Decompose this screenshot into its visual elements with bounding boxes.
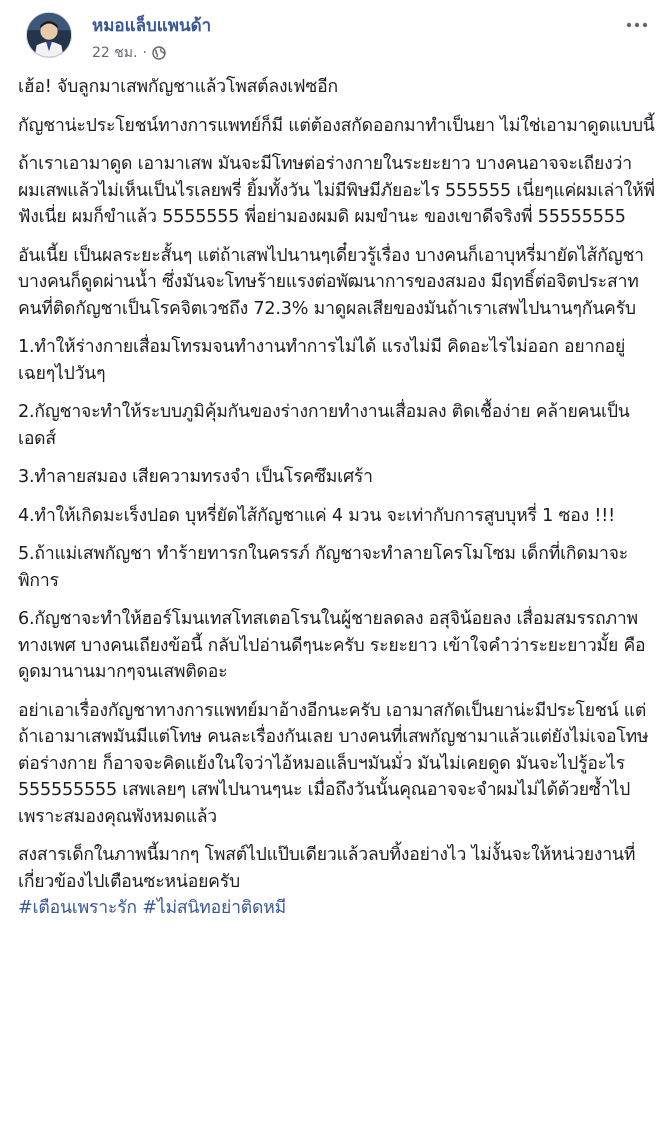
meta-separator: ·: [142, 45, 147, 61]
avatar-image: [27, 13, 71, 57]
hashtag-line: [18, 895, 658, 922]
post-list-item: 6.กัญชาจะทำให้ฮอร์โมนเทสโทสเตอโรนในผู้ชายลดลง อสุจิน้อยลง เสื่อมสมรรถภาพทางเพศ บางคนเถียงข้อนี้ กลับไปอ่านดีๆนะครับ ระยะยาว เข้าใจคำว่าระยะยาวมั้ย คือดูดมานานมากๆจนเสพติดอะ: [18, 609, 646, 682]
post-list-item: 3.ทำลายสมอง เสียความทรงจำ เป็นโรคซึมเศร้า: [18, 467, 373, 487]
post-paragraph: กัญชาน่ะประโยชน์ทางการแพทย์ก็มี แต่ต้องสกัดออกมาทำเป็นยา ไม่ใช่เอามาดูดแบบนี้: [18, 115, 655, 136]
post-list-item: 4.ทำให้เกิดมะเร็งปอด บุหรี่ยัดไส้กัญชาแค่ 4 มวน จะเท่ากับการสูบบุหรี่ 1 ซอง !!!: [18, 505, 615, 526]
post-list-item: 2.กัญชาจะทำให้ระบบภูมิคุ้มกันของร่างกายทำงานเสื่อมลง ติดเชื้อง่าย คล้ายคนเป็นเอดส์: [18, 402, 630, 449]
author-avatar[interactable]: [26, 12, 72, 58]
hashtag-link[interactable]: #เตือนเพราะรัก: [18, 898, 137, 918]
post-paragraph: ถ้าเราเอามาดูด เอามาเสพ มันจะมีโทษต่อร่างกายในระยะยาว บางคนอาจจะเถียงว่า ผมเสพแล้วไม่เห็นเป็นไรเลยพรี่ ยิ้มทั้งวัน ไม่มีพิษมีภัยอะไร 555555 เนี่ยๆแค่ผมเล่าให้พี่ฟังเนี่ย ผมก็ขำแล้ว 5555555 พี่อย่ามองผมดิ ผมขำนะ ของเขาดีจริงพี่ 55555555: [18, 154, 655, 227]
post-list-item: 5.ถ้าแม่เสพกัญชา ทำร้ายทารกในครรภ์ กัญชาจะทำลายโครโมโซม เด็กที่เกิดมาจะพิการ: [18, 544, 629, 591]
post-body: [18, 74, 658, 934]
post-list-item: 1.ทำให้ร่างกายเสื่อมโทรมจนทำงานทำการไม่ได้ แรงไม่มี คิดอะไรไม่ออก อยากอยู่เฉยๆไปวันๆ: [18, 337, 626, 384]
post-paragraph: เฮ้อ! จับลูกมาเสพกัญชาแล้วโพสต์ลงเฟซอีก: [18, 77, 338, 97]
ellipsis-icon: [626, 13, 648, 32]
post-timestamp[interactable]: 22 ชม.: [92, 45, 138, 61]
post-meta: [92, 42, 166, 64]
post-paragraph: อันเนี้ย เป็นผลระยะสั้นๆ แต่ถ้าเสพไปนานๆเดี๋ยวรู้เรื่อง บางคนก็เอาบุหรี่มายัดไส้กัญชา บางคนก็ดูดผ่านน้ำ ซึ่งมันจะโทษร้ายแรงต่อพัฒนาการของสมอง มีฤทธิ์ต่อจิตประสาท คนที่ติดกัญชาเป็นโรคจิตเวชถึง 72.3% มาดูผลเสียของมันถ้าเราเสพไปนานๆกันครับ: [18, 245, 644, 319]
globe-icon[interactable]: [152, 46, 166, 60]
author-name[interactable]: หมอแล็บแพนด้า: [92, 16, 212, 36]
hashtag-link[interactable]: #ไม่สนิทอย่าติดหมี: [142, 898, 287, 918]
post-header: [14, 0, 656, 72]
post-paragraph: สงสารเด็กในภาพนี้มากๆ โพสต์ไปแป๊บเดียวแล้วลบทิ้งอย่างไว ไม่งั้นจะให้หน่วยงานที่เกี่ยวข้องไปเตือนซะหน่อยครับ: [18, 845, 636, 892]
more-options-button[interactable]: [624, 10, 650, 34]
post-paragraph: อย่าเอาเรื่องกัญชาทางการแพทย์มาอ้างอีกนะครับ เอามาสกัดเป็นยาน่ะมีประโยชน์ แต่ถ้าเอามาเสพมันมีแต่โทษ คนละเรื่องกันเลย บางคนที่เสพกัญชามาแล้วแต่ยังไม่เจอโทษต่อร่างกาย ก็อาจจะคิดแย้งในใจว่าไอ้หมอแล็บฯมันมั่ว มันไม่เคยดูด มันจะไปรู้อะไร 555555555 เสพเลยๆ เสพไปนานๆนะ เมื่อถึงวันนั้นคุณอาจจะจำผมไม่ได้ด้วยซ้ำไป เพราะสมองคุณพังหมดแล้ว: [18, 700, 649, 827]
